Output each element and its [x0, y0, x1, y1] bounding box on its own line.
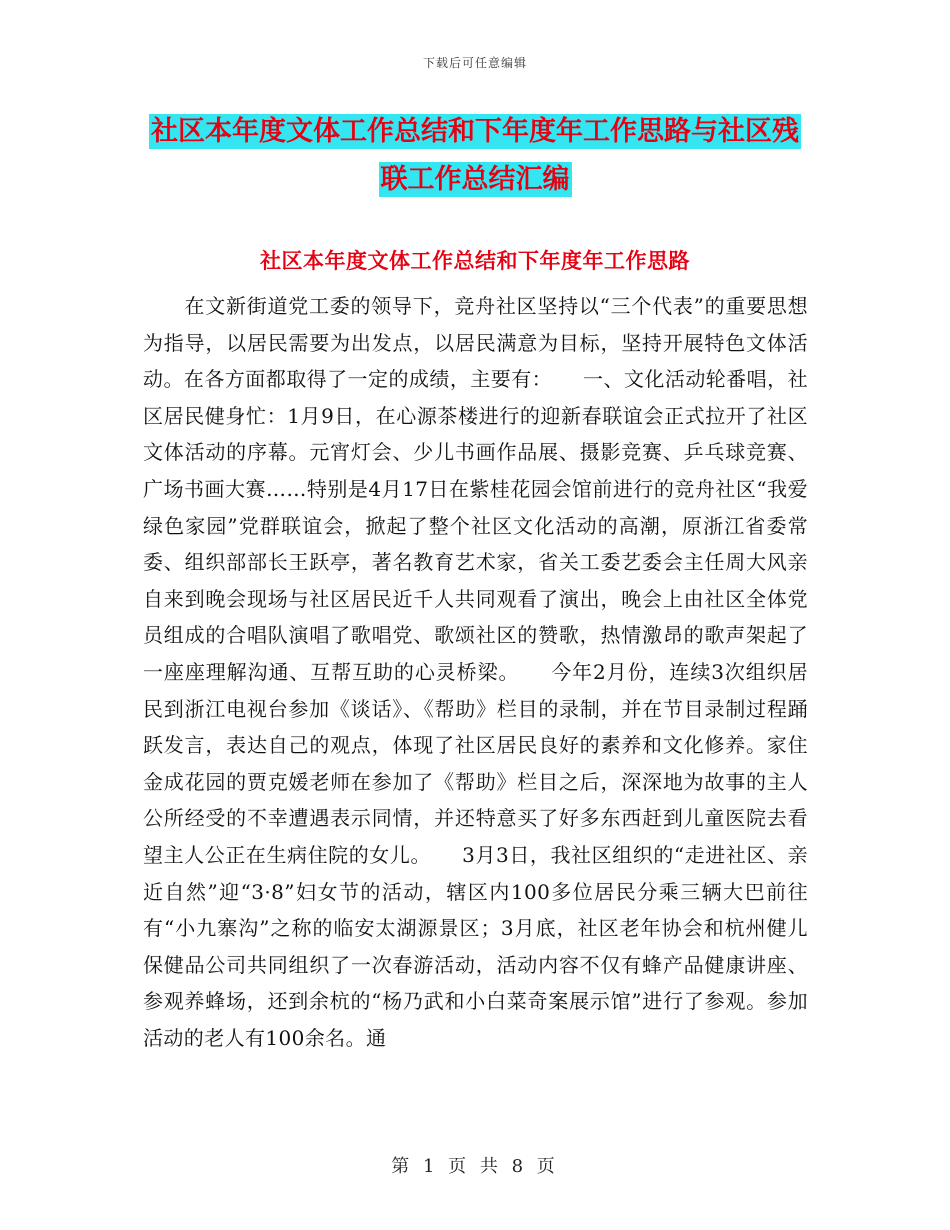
page-number: 第 1 页 共 8 页 — [391, 1156, 559, 1177]
body-paragraph: 在文新街道党工委的领导下，竞舟社区坚持以“三个代表”的重要思想为指导，以居民需要为出发点，以居民满意为目标，坚持开展特色文体活动。在各方面都取得了一定的成绩，主要有： 一、文化活动轮番唱，社区居民健身忙：1月9日，在心源茶楼进行的迎新春联谊会正式拉开了社区文体活动的序幕。元宵灯会、少儿书画作品展、摄影竞赛、乒乓球竞赛、广场书画大赛……特别是4月17日在紫桂花园会馆前进行的竞舟社区“我爱绿色家园”党群联谊会，掀起了整个社区文化活动的高潮，原浙江省委常委、组织部部长王跃亭，著名教育艺术家，省关工委艺委会主任周大风亲自来到晚会现场与社区居民近千人共同观看了演出，晚会上由社区全体党员组成的合唱队演唱了歌唱党、歌颂社区的赞歌，热情激昂的歌声架起了一座座理解沟通、互帮互助的心灵桥梁。 今年2月份，连续3次组织居民到浙江电视台参加《谈话》、《帮助》栏目的录制，并在节目录制过程踊跃发言，表达自己的观点，体现了社区居民良好的素养和文化修养。家住金成花园的贾克媛老师在参加了《帮助》栏目之后，深深地为故事的主人公所经受的不幸遭遇表示同情，并还特意买了好多东西赶到儿童医院去看望主人公正在生病住院的女儿。 3月3日，我社区组织的“走进社区、亲近自然”迎“3·8”妇女节的活动，辖区内100多位居民分乘三辆大巴前往有“小九寨沟”之称的临安太湖源景区；3月底，社区老年协会和杭州健儿保健品公司共同组织了一次春游活动，活动内容不仅有蜂产品健康讲座、参观养蜂场，还到余杭的“杨乃武和小白菜奇案展示馆”进行了参观。参加活动的老人有100余名。通 — [143, 294, 808, 1050]
section-title: 社区本年度文体工作总结和下年度年工作思路 — [260, 248, 690, 273]
header-note: 下载后可任意编辑 — [422, 56, 527, 70]
document-title — [140, 108, 810, 204]
document-title-text: 社区本年度文体工作总结和下年度年工作思路与社区残联工作总结汇编 — [151, 116, 799, 195]
